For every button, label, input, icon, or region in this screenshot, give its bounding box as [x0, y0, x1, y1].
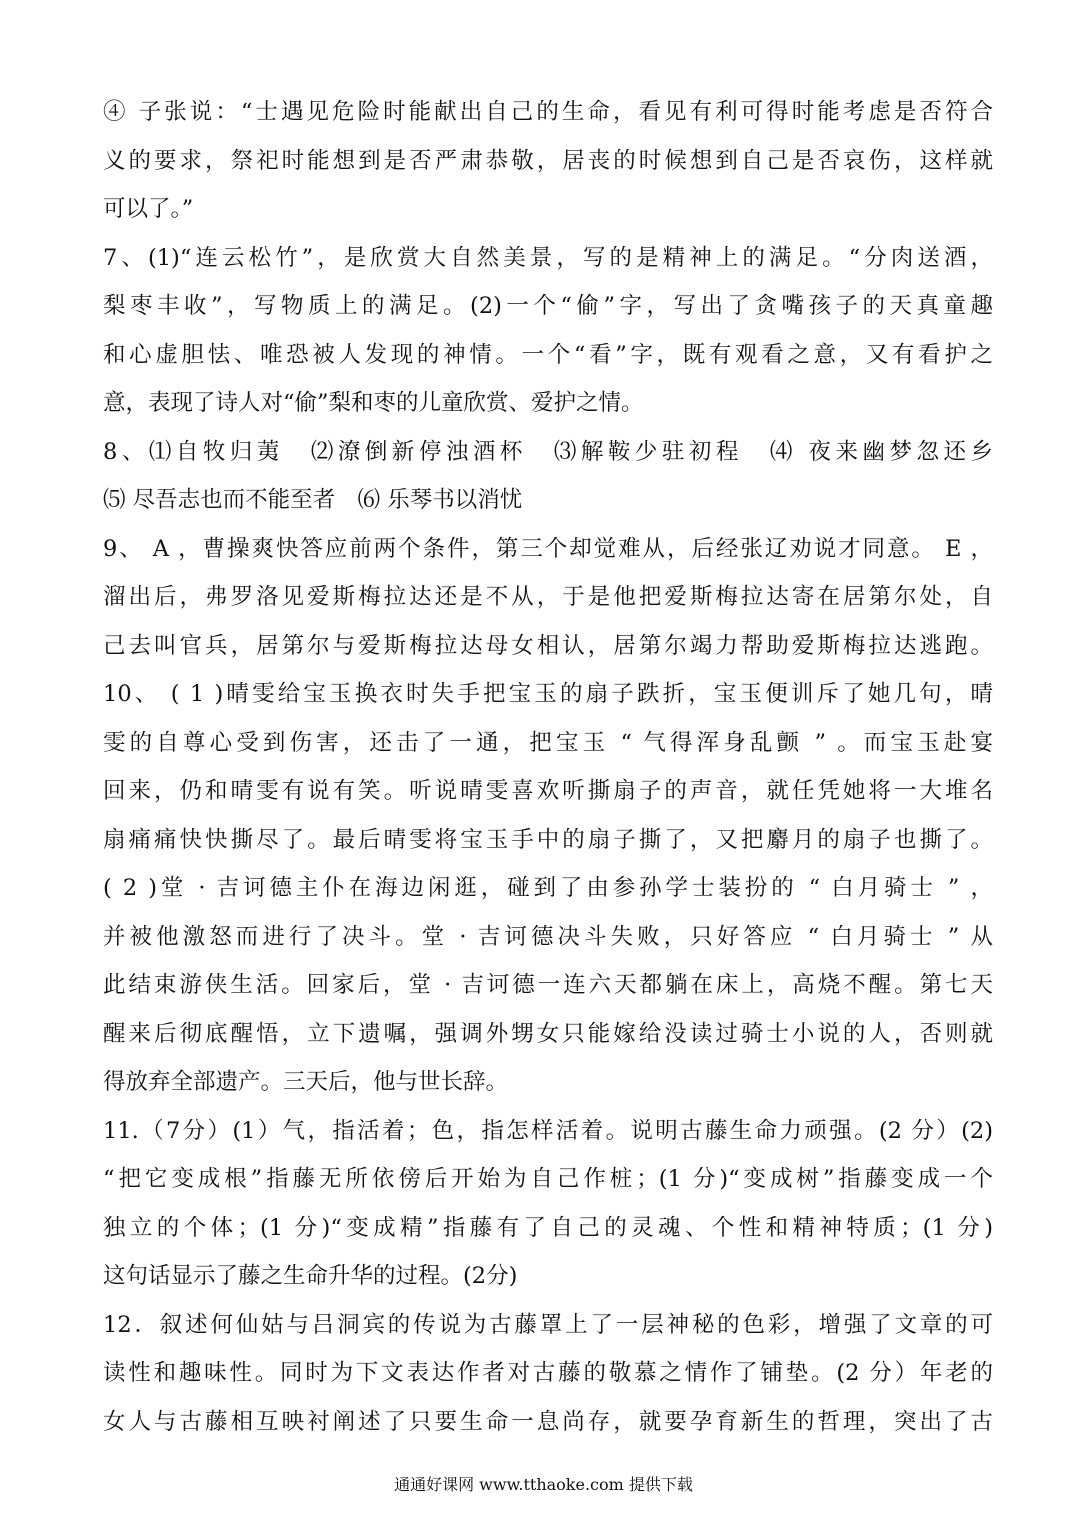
text-line: 读性和趣味性。同时为下文表达作者对古藤的敬慕之情作了铺垫。(2 分）年老的	[103, 1360, 993, 1386]
page-footer: 通通好课网 www.tthaoke.com 提供下载	[394, 1475, 693, 1494]
text-line: 醒来后彻底醒悟，立下遗嘱，强调外甥女只能嫁给没读过骑士小说的人，否则就	[103, 1020, 993, 1047]
text-line: 并被他激怒而进行了决斗。堂 · 吉诃德决斗失败，只好答应 “ 白月骑士 ” 从	[103, 923, 993, 950]
text-line: 回来，仍和晴雯有说有笑。听说晴雯喜欢听撕扇子的声音，就任凭她将一大堆名	[103, 778, 993, 804]
text-line: 可以了。”	[103, 196, 194, 222]
text-line: 己去叫官兵，居第尔与爱斯梅拉达母女相认，居第尔竭力帮助爱斯梅拉达逃跑。	[103, 632, 993, 659]
text-line: 溜出后，弗罗洛见爱斯梅拉达还是不从，于是他把爱斯梅拉达寄在居第尔处，自	[103, 584, 993, 610]
text-line: 此结束游侠生活。回家后，堂 · 吉诃德一连六天都躺在床上，高烧不醒。第七天	[103, 972, 993, 998]
text-line: “把它变成根”指藤无所依傍后开始为自己作桩；(1 分)“变成树”指藤变成一个	[103, 1166, 993, 1192]
text-line: 独立的个体；(1 分)“变成精”指藤有了自己的灵魂、个性和精神特质；(1 分)	[103, 1214, 993, 1241]
text-line: 梨枣丰收”，写物质上的满足。(2)一个“偷”字，写出了贪嘴孩子的天真童趣	[103, 293, 993, 319]
text-line: 义的要求，祭祀时能想到是否严肃恭敬，居丧的时候想到自己是否哀伤，这样就	[103, 147, 993, 174]
text-line: 女人与古藤相互映衬阐述了只要生命一息尚存，就要孕育新生的哲理，突出了古	[103, 1408, 993, 1435]
text-line: 10、 ( 1 )晴雯给宝玉换衣时失手把宝玉的扇子跌折，宝玉便训斥了她几句，晴	[103, 681, 993, 707]
text-line: 7、(1)“连云松竹”，是欣赏大自然美景，写的是精神上的满足。“分肉送酒，	[103, 244, 993, 271]
text-line: 12．叙述何仙姑与吕洞宾的传说为古藤罩上了一层神秘的色彩，增强了文章的可	[103, 1311, 993, 1338]
text-line: 9、 A ，曹操爽快答应前两个条件，第三个却觉难从，后经张辽劝说才同意。 E ，	[103, 535, 993, 562]
text-line: ⑸ 尽吾志也而不能至者 ⑹ 乐琴书以消忧	[103, 487, 523, 513]
text-line: ( 2 )堂 · 吉诃德主仆在海边闲逛，碰到了由参孙学士装扮的 “ 白月骑士 ” ，	[103, 875, 993, 901]
answer-text-body	[103, 88, 993, 1446]
text-line: 这句话显示了藤之生命升华的过程。(2分)	[103, 1263, 518, 1289]
text-line: 得放弃全部遗产。三天后，他与世长辞。	[103, 1069, 509, 1095]
text-line: 11.（7分）(1）气，指活着；色，指怎样活着。说明古藤生命力顽强。(2 分）(2)	[103, 1117, 993, 1144]
text-line: 扇痛痛快快撕尽了。最后晴雯将宝玉手中的扇子撕了，又把麝月的扇子也撕了。	[103, 826, 993, 853]
text-line: 和心虚胆怯、唯恐被人发现的神情。一个“看”字，既有观看之意，又有看护之	[103, 341, 993, 368]
text-line: 8、⑴自牧归荑 ⑵潦倒新停浊酒杯 ⑶解鞍少驻初程 ⑷ 夜来幽梦忽还乡	[103, 438, 993, 465]
text-line: ④ 子张说：“士遇见危险时能献出自己的生命，看见有利可得时能考虑是否符合	[103, 99, 993, 125]
text-line: 雯的自尊心受到伤害，还击了一通，把宝玉 “ 气得浑身乱颤 ” 。而宝玉赴宴	[103, 729, 993, 756]
text-line: 意，表现了诗人对“偷”梨和枣的儿童欣赏、爱护之情。	[103, 390, 644, 416]
